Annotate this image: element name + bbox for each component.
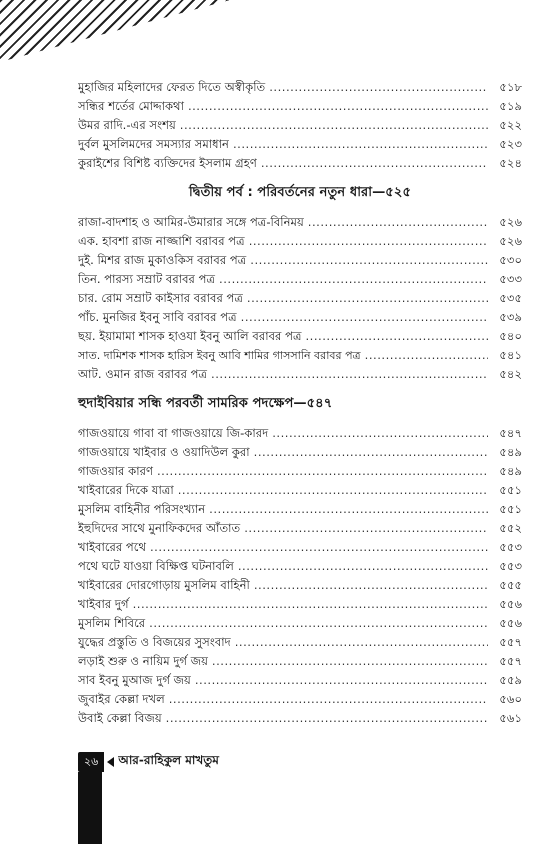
toc-entry-title: খাইবারের পথে (78, 540, 146, 554)
toc-entry-title: খাইবারের দিকে যাত্রা (78, 483, 174, 497)
toc-entry-page: ৫৫৩ (499, 559, 522, 573)
dot-leader (238, 557, 488, 576)
toc-entry-page: ৫৪৯ (499, 464, 522, 478)
toc-entry[interactable] (78, 709, 522, 728)
toc-entry-title: সন্ধির শর্তের মোদ্দাকথা (78, 99, 184, 113)
toc-entry-page: ৫৫৫ (499, 578, 522, 592)
toc-entry[interactable] (78, 462, 522, 481)
toc-entry-title: দুর্বল মুসলিমদের সমস্যার সমাধান (78, 137, 229, 151)
dot-leader (212, 652, 488, 671)
toc-entry-page: ৫৪০ (499, 329, 522, 343)
toc-entry-title: উমর রাদি.-এর সংশয় (78, 118, 176, 132)
triangle-left-icon (107, 757, 114, 767)
toc-entry-page: ৫৫৬ (499, 597, 522, 611)
toc-entry-page: ৫৫৩ (499, 540, 522, 554)
toc-entry-title: খাইবারের দোরগোড়ায় মুসলিম বাহিনী (78, 578, 250, 592)
toc-entry[interactable] (78, 538, 522, 557)
dot-leader (219, 270, 488, 289)
toc-entry-page: ৫৫৭ (499, 654, 522, 668)
toc-entry-title: পথে ঘটে যাওয়া বিক্ষিপ্ত ঘটনাবলি (78, 559, 234, 573)
toc-entry-title: পাঁচ. মুনজির ইবনু সাবি বরাবর পত্র (78, 310, 237, 324)
toc-entry[interactable] (78, 633, 522, 652)
toc-entry[interactable] (78, 424, 522, 443)
toc-entry-title: উবাই কেল্লা বিজয় (78, 711, 162, 725)
toc-entry-title: সাব ইবনু মুআজ দুর্গ জয় (78, 673, 191, 687)
toc-entry-title: রাজা-বাদশাহ ও আমির-উমারার সঙ্গে পত্র-বিনিময় (78, 215, 304, 229)
dot-leader (169, 690, 488, 709)
toc-entry-page: ৫৩৫ (499, 291, 522, 305)
toc-entry[interactable] (78, 78, 522, 97)
toc-entry[interactable] (78, 500, 522, 519)
toc-entry[interactable] (78, 135, 522, 154)
page-number: ২৬ (78, 752, 104, 772)
toc-entry-title: আট. ওমান রাজ বরাবর পত্র (78, 367, 208, 381)
dot-leader (209, 500, 488, 519)
toc-entry[interactable] (78, 690, 522, 709)
toc-group-2 (78, 213, 522, 384)
dot-leader (235, 633, 488, 652)
toc-entry-page: ৫৫৭ (499, 635, 522, 649)
dot-leader (233, 135, 488, 154)
toc-entry-title: খাইবার দুর্গ (78, 597, 129, 611)
dot-leader (149, 614, 488, 633)
toc-entry-page: ৫৫১ (499, 483, 522, 497)
toc-entry[interactable] (78, 365, 522, 384)
dot-leader (178, 481, 488, 500)
toc-entry[interactable] (78, 97, 522, 116)
toc-entry-title: কুরাইশের বিশিষ্ট ব্যক্তিদের ইসলাম গ্রহণ (78, 156, 257, 170)
decorative-spine-bar (78, 772, 102, 844)
toc-entry[interactable] (78, 116, 522, 135)
toc-group-1 (78, 78, 522, 173)
toc-entry-page: ৫৩০ (499, 253, 522, 267)
toc-entry-page: ৫৪১ (499, 348, 522, 362)
toc-entry-title: মুসলিম বাহিনীর পরিসংখ্যান (78, 502, 206, 516)
section-heading-part-two: দ্বিতীয় পর্ব : পরিবর্তনের নতুন ধারা—৫২৫ (188, 185, 411, 200)
toc-entry[interactable] (78, 213, 522, 232)
toc-entry[interactable] (78, 443, 522, 462)
toc-entry[interactable] (78, 519, 522, 538)
toc-entry-title: গাজওয়ায়ে গাবা বা গাজওয়ায়ে জি-কারদ (78, 426, 269, 440)
toc-entry-title: লড়াই শুরু ও নায়িম দুর্গ জয় (78, 654, 208, 668)
dot-leader (211, 365, 488, 384)
toc-entry[interactable] (78, 327, 522, 346)
dot-leader (133, 595, 488, 614)
dot-leader (250, 251, 488, 270)
toc-entry-page: ৫৫৬ (499, 616, 522, 630)
toc-entry-page: ৫৪৯ (499, 445, 522, 459)
toc-entry[interactable] (78, 308, 522, 327)
dot-leader (150, 538, 488, 557)
toc-entry-page: ৫৩৩ (499, 272, 522, 286)
toc-entry[interactable] (78, 652, 522, 671)
toc-entry-title: সাত. দামিশক শাসক হারিস ইবনু আবি শামির গাসসানি বরাবর পত্র (78, 349, 361, 362)
book-title: আর-রাহিকুল মাখতুম (118, 753, 219, 767)
dot-leader (241, 308, 488, 327)
toc-entry-title: গাজওয়ার কারণ (78, 464, 153, 478)
dot-leader (249, 232, 488, 251)
toc-entry-page: ৫৫৯ (499, 673, 522, 687)
toc-entry-page: ৫৫২ (499, 521, 522, 535)
dot-leader (254, 443, 488, 462)
toc-entry-title: তিন. পারস্য সম্রাট বরাবর পত্র (78, 272, 216, 286)
toc-entry-page: ৫৩৯ (499, 310, 522, 324)
toc-entry[interactable] (78, 232, 522, 251)
dot-leader (254, 576, 488, 595)
dot-leader (188, 97, 488, 116)
toc-entry-page: ৫৫১ (499, 502, 522, 516)
dot-leader (244, 519, 488, 538)
toc-entry-page: ৫২৬ (499, 215, 522, 229)
page-footer (78, 752, 219, 772)
toc-entry-title: মুহাজির মহিলাদের ফেরত দিতে অস্বীকৃতি (78, 80, 266, 94)
toc-entry-page: ৫২৬ (499, 234, 522, 248)
toc-entry-page: ৫১৯ (499, 99, 522, 113)
toc-entry[interactable] (78, 557, 522, 576)
dot-leader (247, 289, 488, 308)
dot-leader (272, 424, 488, 443)
dot-leader (365, 346, 488, 365)
decorative-hatch (0, 0, 230, 62)
toc-entry[interactable] (78, 154, 522, 173)
toc-entry[interactable] (78, 595, 522, 614)
toc-entry-page: ৫৪২ (499, 367, 522, 381)
toc-entry-page: ৫২২ (499, 118, 522, 132)
toc-entry[interactable] (78, 671, 522, 690)
toc-entry[interactable] (78, 481, 522, 500)
toc-entry[interactable] (78, 289, 522, 308)
toc-entry-title: ইহুদিদের সাথে মুনাফিকদের আঁতাত (78, 521, 241, 535)
toc-entry[interactable] (78, 270, 522, 289)
toc-entry[interactable] (78, 614, 522, 633)
dot-leader (261, 154, 488, 173)
toc-entry-page: ৫৬০ (499, 692, 522, 706)
toc-entry[interactable] (78, 346, 522, 365)
section-heading-military-steps: হুদাইবিয়ার সন্ধি পরবর্তী সামরিক পদক্ষেপ—৫৪৭ (78, 396, 333, 411)
toc-entry-title: এক. হাবশা রাজ নাজ্জাশি বরাবর পত্র (78, 234, 245, 248)
toc-group-3 (78, 424, 522, 728)
dot-leader (308, 213, 488, 232)
dot-leader (269, 78, 488, 97)
toc-entry[interactable] (78, 251, 522, 270)
toc-entry-title: ছয়. ইয়ামামা শাসক হাওযা ইবনু আলি বরাবর পত্র (78, 329, 302, 343)
toc-entry-page: ৫১৮ (499, 80, 522, 94)
toc-entry-title: চার. রোম সম্রাট কাইসার বরাবর পত্র (78, 291, 243, 305)
table-of-contents (78, 78, 522, 728)
toc-entry-page: ৫২৩ (499, 137, 522, 151)
dot-leader (180, 116, 488, 135)
toc-entry[interactable] (78, 576, 522, 595)
dot-leader (157, 462, 488, 481)
dot-leader (166, 709, 488, 728)
toc-entry-title: গাজওয়ায়ে খাইবার ও ওয়াদিউল কুরা (78, 445, 250, 459)
toc-entry-page: ৫৪৭ (499, 426, 522, 440)
dot-leader (195, 671, 488, 690)
dot-leader (305, 327, 488, 346)
toc-entry-title: জুবাইর কেল্লা দখল (78, 692, 165, 706)
toc-entry-title: যুদ্ধের প্রস্তুতি ও বিজয়ের সুসংবাদ (78, 635, 231, 649)
toc-entry-page: ৫২৪ (499, 156, 522, 170)
toc-entry-title: মুসলিম শিবিরে (78, 616, 146, 630)
toc-entry-page: ৫৬১ (499, 711, 522, 725)
toc-entry-title: দুই. মিশর রাজ মুকাওকিস বরাবর পত্র (78, 253, 247, 267)
